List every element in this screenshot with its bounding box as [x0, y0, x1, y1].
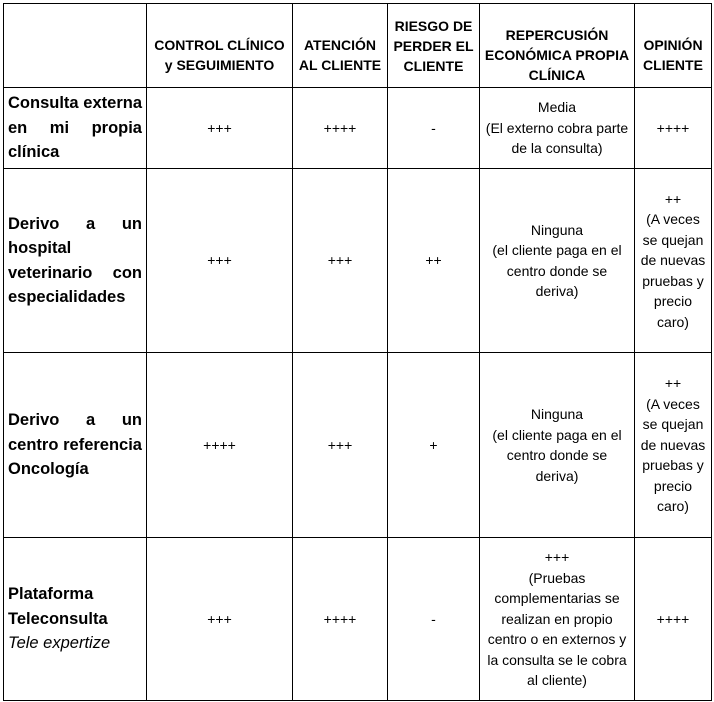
cell-repercusion	[480, 88, 635, 169]
cell-atencion: +++	[293, 353, 388, 538]
cell-control: ++++	[147, 353, 293, 538]
repercusion-level: Media	[537, 99, 577, 116]
opinion-note: (A veces se quejan de nuevas pruebas y precio caro)	[640, 211, 706, 330]
table-row	[4, 88, 712, 169]
cell-repercusion	[480, 538, 635, 701]
repercusion-note: (el cliente paga en el centro donde se deriva)	[492, 426, 622, 484]
cell-control: +++	[147, 538, 293, 701]
header-riesgo: RIESGO DE PERDER EL CLIENTE	[388, 4, 480, 88]
cell-repercusion	[480, 353, 635, 538]
cell-riesgo: -	[388, 538, 480, 701]
opinion-level: ++++	[656, 119, 690, 136]
cell-opinion	[635, 169, 712, 353]
cell-riesgo: ++	[388, 169, 480, 353]
table-row	[4, 538, 712, 701]
header-opinion: OPINIÓN CLIENTE	[635, 4, 712, 88]
repercusion-level: Ninguna	[530, 406, 584, 422]
header-repercusion: REPERCUSIÓN ECONÓMICA PROPIA CLÍNICA	[480, 4, 635, 88]
header-control-clinico: CONTROL CLÍNICO y SEGUIMIENTO	[147, 4, 293, 88]
cell-atencion: ++++	[293, 88, 388, 169]
cell-opinion	[635, 538, 712, 701]
header-atencion-cliente: ATENCIÓN AL CLIENTE	[293, 4, 388, 88]
repercusion-level: +++	[544, 549, 570, 566]
cell-repercusion	[480, 169, 635, 353]
cell-atencion: +++	[293, 169, 388, 353]
repercusion-level: Ninguna	[530, 221, 584, 238]
row-label: Derivo a un hospital veterinario con especialidades	[4, 169, 147, 353]
cell-control: +++	[147, 88, 293, 169]
opinion-level: ++	[664, 375, 682, 392]
row-label-main: Plataforma Teleconsulta	[8, 585, 108, 628]
repercusion-note: (Pruebas complementarias se realizan en propio centro o en externos y la consulta se le cobra al cliente)	[487, 569, 627, 689]
cell-riesgo: -	[388, 88, 480, 169]
comparison-table	[3, 3, 712, 701]
table-row	[4, 169, 712, 353]
row-label	[4, 538, 147, 701]
row-label: Derivo a un centro referencia Oncología	[4, 353, 147, 538]
cell-control: +++	[147, 169, 293, 353]
cell-opinion	[635, 353, 712, 538]
cell-opinion	[635, 88, 712, 169]
opinion-level: ++++	[656, 610, 690, 627]
header-row	[4, 4, 712, 88]
table-row	[4, 353, 712, 538]
opinion-note: (A veces se quejan de nuevas pruebas y precio caro)	[640, 395, 706, 515]
cell-atencion: ++++	[293, 538, 388, 701]
header-empty	[4, 4, 147, 88]
row-label: Consulta externa en mi propia clínica	[4, 88, 147, 169]
cell-riesgo: +	[388, 353, 480, 538]
opinion-level: ++	[664, 190, 682, 207]
repercusion-note: (El externo cobra parte de la consulta)	[485, 119, 629, 157]
repercusion-note: (el cliente paga en el centro donde se deriva)	[492, 242, 622, 299]
row-label-italic: Tele expertize	[8, 634, 111, 653]
